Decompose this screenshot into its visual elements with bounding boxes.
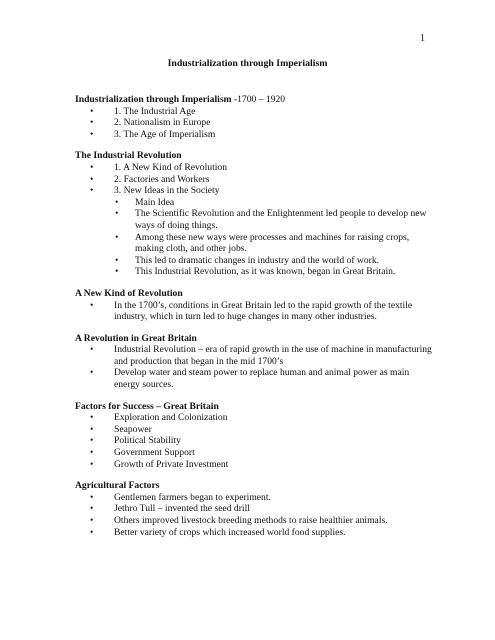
bullet-list <box>75 412 435 470</box>
bullet-icon: • <box>90 458 94 470</box>
list-item <box>75 492 435 504</box>
list-item <box>75 527 435 539</box>
list-item-text: 3. New Ideas in the Society <box>114 185 220 197</box>
bullet-icon: • <box>90 185 94 197</box>
page-number: 1 <box>420 33 425 44</box>
bullet-icon: • <box>90 128 94 140</box>
list-item <box>75 106 435 118</box>
bullet-icon: • <box>90 299 94 311</box>
bullet-icon: • <box>90 503 94 515</box>
section-heading-text: Agricultural Factors <box>75 480 160 492</box>
list-item <box>75 129 435 141</box>
list-item <box>75 117 435 129</box>
bullet-icon: • <box>90 173 94 185</box>
list-item-text: Industrial Revolution – era of rapid growth in the use of machine in manufacturing and production that began in the mid 1700’s <box>114 344 432 367</box>
section <box>75 288 435 323</box>
bullet-icon: • <box>90 435 94 447</box>
list-item-text: This led to dramatic changes in industry and the world of work. <box>135 254 380 266</box>
list-item-text: Others improved livestock breeding methods to raise healthier animals. <box>114 515 388 526</box>
sub-list-item <box>75 208 435 231</box>
bullet-icon: • <box>90 526 94 538</box>
list-item <box>75 435 435 447</box>
bullet-icon: • <box>90 161 94 173</box>
list-item <box>75 162 435 174</box>
sub-list-item <box>75 266 435 278</box>
bullet-icon: • <box>115 254 119 266</box>
list-item-text: 2. Nationalism in Europe <box>114 117 211 129</box>
bullet-icon: • <box>90 105 94 117</box>
list-item <box>75 367 435 390</box>
sub-list-item <box>75 255 435 267</box>
list-item <box>75 344 435 367</box>
list-item <box>75 515 435 527</box>
list-item-text: 3. The Age of Imperialism <box>114 128 216 140</box>
bullet-icon: • <box>90 117 94 129</box>
list-item-text: Gentlemen farmers began to experiment. <box>114 491 271 503</box>
section-heading <box>75 150 435 162</box>
list-item-text: 1. The Industrial Age <box>114 105 196 117</box>
list-item <box>75 185 435 197</box>
section <box>75 150 435 278</box>
sub-list-item <box>75 232 435 255</box>
list-item-text: In the 1700’s, conditions in Great Britain led to the rapid growth of the textile industry, which in turn led to huge changes in many other industries. <box>114 299 413 323</box>
bullet-list <box>75 106 435 141</box>
list-item <box>75 174 435 186</box>
section-heading <box>75 333 435 345</box>
list-item <box>75 300 435 323</box>
list-item <box>75 447 435 459</box>
list-item <box>75 459 435 471</box>
section <box>75 401 435 471</box>
list-item <box>75 412 435 424</box>
bullet-list <box>75 162 435 278</box>
section <box>75 480 435 538</box>
bullet-list <box>75 492 435 538</box>
document-title: Industrialization through Imperialism <box>167 58 328 69</box>
list-item-text: 1. A New Kind of Revolution <box>114 161 227 173</box>
bullet-icon: • <box>90 491 94 503</box>
bullet-icon: • <box>115 208 119 220</box>
bullet-icon: • <box>90 447 94 459</box>
section-heading-text: The Industrial Revolution <box>75 150 182 162</box>
section-heading <box>75 94 435 106</box>
section <box>75 333 435 391</box>
bullet-icon: • <box>115 266 119 278</box>
bullet-icon: • <box>115 196 119 208</box>
bullet-icon: • <box>90 367 94 379</box>
bullet-icon: • <box>90 423 94 435</box>
list-item-text: Exploration and Colonization <box>114 412 228 424</box>
list-item-text: This Industrial Revolution, as it was known, began in Great Britain. <box>135 266 396 278</box>
section-heading-text: Industrialization through Imperialism <box>75 94 232 105</box>
sub-list-item <box>75 197 435 209</box>
document-body <box>75 94 435 548</box>
list-item-text: Better variety of crops which increased world food supplies. <box>114 526 346 538</box>
section <box>75 94 435 140</box>
list-item-text: 2. Factories and Workers <box>114 173 210 185</box>
list-item-text: Jethro Tull – invented the seed drill <box>114 503 250 515</box>
bullet-icon: • <box>90 344 94 356</box>
list-item-text: Seapower <box>114 423 152 435</box>
list-item-text: Growth of Private Investment <box>114 458 229 470</box>
list-item-text: Develop water and steam power to replace human and animal power as main energy sources. <box>114 367 410 391</box>
section-heading-dates: -1700 – 1920 <box>231 94 286 105</box>
section-heading <box>75 480 435 492</box>
section-heading <box>75 401 435 413</box>
section-heading <box>75 288 435 300</box>
list-item-text: Among these new ways were processes and machines for raising crops, making cloth, and other jobs. <box>135 231 410 255</box>
section-heading-text: A Revolution in Great Britain <box>75 332 197 344</box>
list-item-text: Political Stability <box>114 435 181 447</box>
bullet-icon: • <box>90 412 94 424</box>
list-item <box>75 424 435 436</box>
bullet-list <box>75 300 435 323</box>
section-heading-text: Factors for Success – Great Britain <box>75 400 219 412</box>
list-item-text: Government Support <box>114 447 195 459</box>
section-heading-text: A New Kind of Revolution <box>75 287 183 299</box>
bullet-icon: • <box>90 515 94 526</box>
list-item-text: The Scientific Revolution and the Enlightenment led people to develop new ways of doing things. <box>135 208 427 231</box>
bullet-icon: • <box>115 231 119 243</box>
list-item-text: Main Idea <box>135 196 175 208</box>
list-item <box>75 503 435 515</box>
bullet-list <box>75 344 435 390</box>
